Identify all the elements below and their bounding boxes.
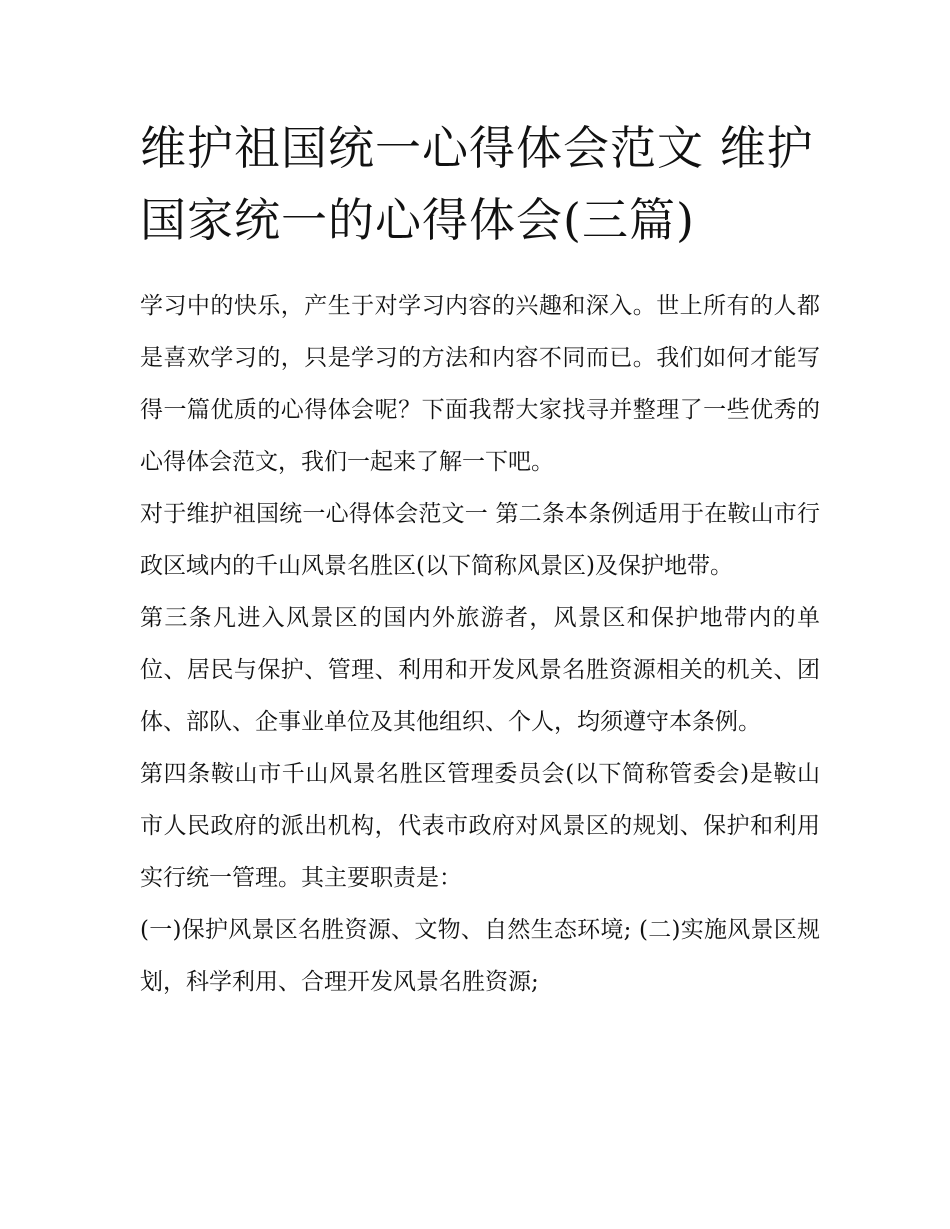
document-title: 维护祖国统一心得体会范文 维护国家统一的心得体会(三篇) [140, 121, 814, 247]
paragraph-article-3: 第三条凡进入风景区的国内外旅游者，风景区和保护地带内的单位、居民与保护、管理、利用和开发风景名胜资源相关的机关、团体、部队、企事业单位及其他组织、个人，均须遵守本条例。 [140, 605, 820, 735]
paragraph-duties: (一)保护风景区名胜资源、文物、自然生态环境; (二)实施风景区规划，科学利用、合理开发风景名胜资源; [140, 917, 820, 995]
document-body [140, 280, 820, 1008]
paragraph-article-4: 第四条鞍山市千山风景名胜区管理委员会(以下简称管委会)是鞍山市人民政府的派出机构，代表市政府对风景区的规划、保护和利用实行统一管理。其主要职责是： [140, 761, 820, 891]
paragraph-intro: 学习中的快乐，产生于对学习内容的兴趣和深入。世上所有的人都是喜欢学习的，只是学习的方法和内容不同而已。我们如何才能写得一篇优质的心得体会呢？下面我帮大家找寻并整理了一些优秀的心得体会范文，我们一起来了解一下吧。 [140, 293, 820, 475]
paragraph-article-2: 对于维护祖国统一心得体会范文一 第二条本条例适用于在鞍山市行政区域内的千山风景名胜区(以下简称风景区)及保护地带。 [140, 501, 820, 579]
